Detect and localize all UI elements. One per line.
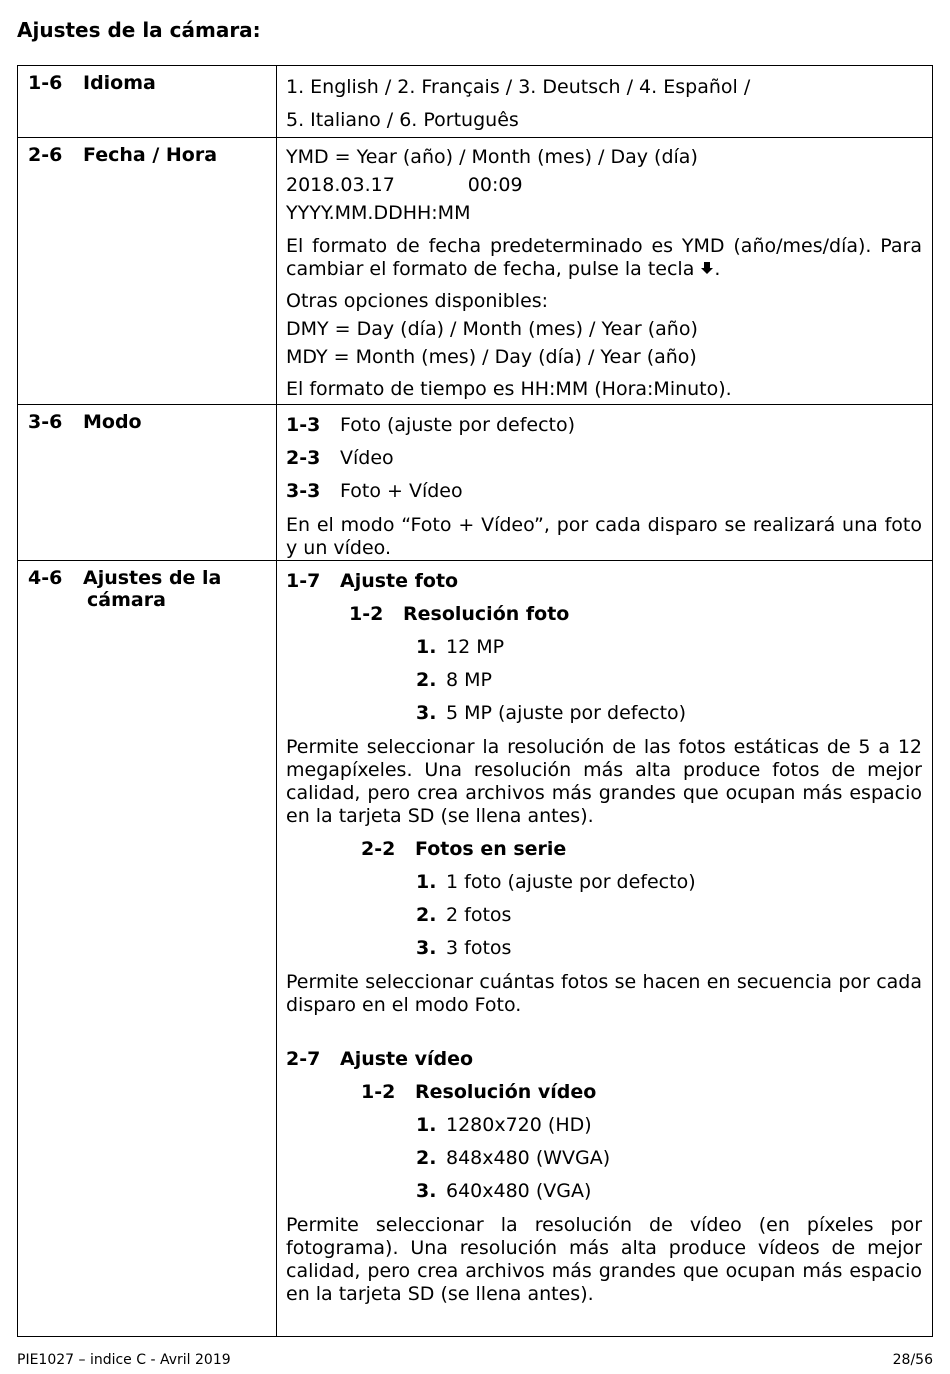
section-label: Ajuste foto [340,570,459,592]
setting-value-cell [277,138,933,405]
date-format-desc [286,235,922,281]
option-number: 3. [416,1180,437,1202]
table-row-ajustes [18,561,933,1337]
language-list-line1: 1. English / 2. Français / 3. Deutsch / 4. Español / [286,76,751,98]
setting-name: Idioma [83,72,156,94]
table-row-fecha [18,138,933,405]
section-code: 2-7 [286,1048,321,1070]
section-label: Ajuste vídeo [340,1048,474,1070]
option-label: 5 MP (ajuste por defecto) [446,702,687,724]
photo-resolution-option [286,631,922,664]
mode-desc: En el modo “Foto + Vídeo”, por cada disparo se realizará una foto y un vídeo. [286,514,922,559]
setting-label-cell [18,561,277,1337]
date-pattern: YYYY.MM.DDHH:MM [286,202,471,224]
mode-option [286,409,922,442]
option-number: 2. [416,669,437,691]
date-time-example [286,171,922,199]
burst-option [286,932,922,965]
mode-label: Foto (ajuste por defecto) [340,414,576,436]
mode-code: 1-3 [286,414,321,436]
subsection-code: 2-2 [361,838,396,860]
burst-desc: Permite seleccionar cuántas fotos se hacen en secuencia por cada disparo en el modo Foto. [286,971,922,1016]
table-row-idioma [18,66,933,138]
arrow-down-icon [700,258,714,281]
setting-number: 1-6 [28,72,63,94]
time-value: 00:09 [467,174,523,196]
setting-name [83,567,221,611]
date-format-end: . [714,258,721,280]
option-label: 848x480 (WVGA) [446,1147,611,1169]
photo-resolution-option [286,664,922,697]
option-label: 640x480 (VGA) [446,1180,592,1202]
dmy-format: DMY = Day (día) / Month (mes) / Year (año) [286,318,698,340]
burst-option [286,899,922,932]
burst-heading [286,833,922,866]
mode-option [286,442,922,475]
burst-option [286,866,922,899]
mode-label: Foto + Vídeo [340,480,463,502]
option-label: 3 fotos [446,937,512,959]
ymd-format: YMD = Year (año) / Month (mes) / Day (día) [286,146,698,168]
footer-doc-ref: PIE1027 – indice C - Avril 2019 [17,1352,231,1368]
option-number: 1. [416,1114,437,1136]
option-number: 2. [416,904,437,926]
page-title: Ajustes de la cámara: [17,18,261,42]
option-number: 3. [416,937,437,959]
settings-table [17,65,933,1337]
subsection-code: 1-2 [361,1081,396,1103]
setting-label-cell [18,405,277,561]
photo-resolution-option [286,697,922,730]
option-label: 12 MP [446,636,505,658]
setting-name-line1: Ajustes de la [83,567,222,589]
setting-number: 4-6 [28,567,63,589]
date-value: 2018.03.17 [286,174,395,196]
setting-label-cell [18,138,277,405]
option-number: 1. [416,871,437,893]
video-resolution-option [286,1109,922,1142]
footer-page-number: 28/56 [892,1352,933,1368]
setting-name-line2: cámara [87,589,166,611]
video-resolution-heading [286,1076,922,1109]
setting-value-cell [277,561,933,1337]
setting-name: Fecha / Hora [83,144,218,166]
video-resolution-desc: Permite seleccionar la resolución de vídeo (en píxeles por fotograma). Una resolución más alta produce vídeos de mejor calidad, pero crea archivos más grandes que ocupan más espacio en la tarjeta SD (se llena antes). [286,1214,922,1305]
setting-number: 3-6 [28,411,63,433]
video-settings-heading [286,1043,922,1076]
photo-resolution-desc: Permite seleccionar la resolución de las fotos estáticas de 5 a 12 megapíxeles. Una resolución más alta produce fotos de mejor calidad, pero crea archivos más grandes que ocupan más espacio en la tarjeta SD (se llena antes). [286,736,922,827]
section-code: 1-7 [286,570,321,592]
option-label: 8 MP [446,669,492,691]
setting-name: Modo [83,411,142,433]
video-resolution-option [286,1142,922,1175]
option-label: 2 fotos [446,904,512,926]
setting-value-cell [277,405,933,561]
date-format-text: El formato de fecha predeterminado es YMD (año/mes/día). Para cambiar el formato de fecha, pulse la tecla [286,235,922,280]
time-format-desc: El formato de tiempo es HH:MM (Hora:Minuto). [286,378,732,400]
photo-settings-heading [286,565,922,598]
subsection-label: Fotos en serie [415,838,567,860]
option-label: 1280x720 (HD) [446,1114,592,1136]
option-number: 2. [416,1147,437,1169]
other-options-label: Otras opciones disponibles: [286,290,549,312]
option-number: 1. [416,636,437,658]
subsection-code: 1-2 [349,603,384,625]
setting-value-cell [277,66,933,138]
option-number: 3. [416,702,437,724]
video-resolution-option [286,1175,922,1208]
subsection-label: Resolución foto [403,603,570,625]
language-list-line2: 5. Italiano / 6. Português [286,109,519,131]
photo-resolution-heading [286,598,922,631]
setting-number: 2-6 [28,144,63,166]
mode-option [286,475,922,508]
subsection-label: Resolución vídeo [415,1081,597,1103]
mode-code: 2-3 [286,447,321,469]
table-row-modo [18,405,933,561]
setting-label-cell [18,66,277,138]
mode-code: 3-3 [286,480,321,502]
mode-label: Vídeo [340,447,394,469]
option-label: 1 foto (ajuste por defecto) [446,871,696,893]
mdy-format: MDY = Month (mes) / Day (día) / Year (año) [286,346,697,368]
